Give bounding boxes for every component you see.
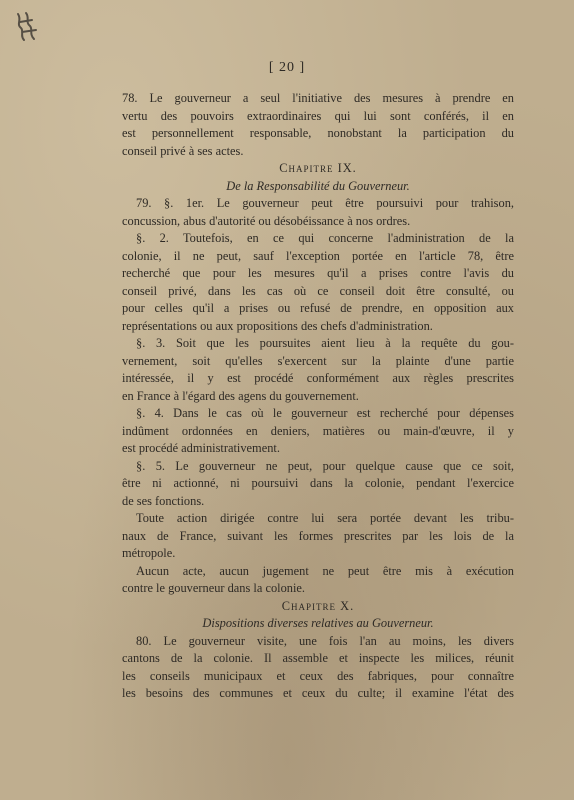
text-body <box>122 90 514 703</box>
text-line: Toute action dirigée contre lui sera portée devant les tribu- <box>136 511 514 525</box>
text-line: 78. Le gouverneur a seul l'initiative des mesures à prendre en <box>122 91 514 105</box>
text-line: Aucun acte, aucun jugement ne peut être mis à exécution <box>136 563 514 578</box>
chapter-heading: De la Responsabilité du Gouverneur. <box>226 178 410 193</box>
text-line: §. 3. Soit que les poursuites aient lieu à la requête du gou- <box>136 336 514 350</box>
text-line: recherché que pour les mesures qu'il a prises contre l'avis du <box>122 266 514 280</box>
paragraph <box>122 510 514 563</box>
paragraph <box>122 90 514 160</box>
text-line: les conseils municipaux et ceux des fabriques, pour connaître <box>122 668 514 683</box>
text-line: est procédé administrativement. <box>122 441 280 455</box>
page-number: [ 20 ] <box>268 60 306 75</box>
text-line: pour celles qu'il a prises ou refusé de prendre, en opposition aux <box>122 301 514 315</box>
text-line: intéressée, il y est procédé conformément aux règles prescrites <box>122 371 514 385</box>
paragraph <box>122 458 514 511</box>
text-line: contre le gouverneur dans la colonie. <box>122 581 306 595</box>
paragraph <box>122 633 514 703</box>
text-line: §. 2. Toutefois, en ce qui concerne l'administration de la <box>136 231 514 245</box>
text-line: §. 4. Dans le cas où le gouverneur est recherché pour dépenses <box>136 406 514 420</box>
text-line: colonie, il ne peut, sauf l'exception portée en l'article 78, être <box>122 248 514 263</box>
paragraph <box>122 335 514 405</box>
text-line: les besoins des communes et ceux du culte; il examine l'état des <box>122 686 514 700</box>
paragraph <box>122 405 514 458</box>
text-line: cantons de la colonie. Il assemble et inspecte les milices, réunit <box>122 651 514 665</box>
text-line: conseil privé à ses actes. <box>122 143 244 158</box>
text-line: est personnellement responsable, nonobstant la participation du <box>122 126 514 140</box>
text-line: concussion, abus d'autorité ou désobéissance à nos ordres. <box>122 213 411 228</box>
ink-stamp-icon <box>12 10 42 44</box>
text-line: de ses fonctions. <box>122 493 205 508</box>
text-line: 80. Le gouverneur visite, une fois l'an au moins, les divers <box>136 633 514 648</box>
text-line: 79. §. 1er. Le gouverneur peut être poursuivi pour trahison, <box>136 196 514 210</box>
text-line: en France à l'égard des agens du gouvernement. <box>122 388 359 403</box>
paragraph <box>122 563 514 598</box>
paragraph <box>122 230 514 335</box>
chapter-title: Chapitre IX. <box>279 161 357 175</box>
text-line: représentations ou aux propositions des chefs d'administration. <box>122 318 433 333</box>
text-line: vernement, soit qu'elles s'exercent sur la plainte d'une partie <box>122 353 514 368</box>
chapter-heading: Dispositions diverses relatives au Gouverneur. <box>202 616 434 630</box>
text-line: être ni actionné, ni poursuivi dans la colonie, pendant l'exercice <box>122 476 514 490</box>
text-line: vertu des pouvoirs extraordinaires qui lui sont conférés, il en <box>122 108 514 123</box>
chapter-title: Chapitre X. <box>281 598 355 613</box>
text-line: conseil privé, dans les cas où ce conseil doit être consulté, ou <box>122 283 514 298</box>
text-line: indûment ordonnées en deniers, matières ou main-d'œuvre, il y <box>122 423 514 438</box>
text-line: métropole. <box>122 546 176 560</box>
text-line: §. 5. Le gouverneur ne peut, pour quelque cause que ce soit, <box>136 458 514 473</box>
text-line: naux de France, suivant les formes prescrites par les lois de la <box>122 528 514 543</box>
paragraph <box>122 195 514 230</box>
